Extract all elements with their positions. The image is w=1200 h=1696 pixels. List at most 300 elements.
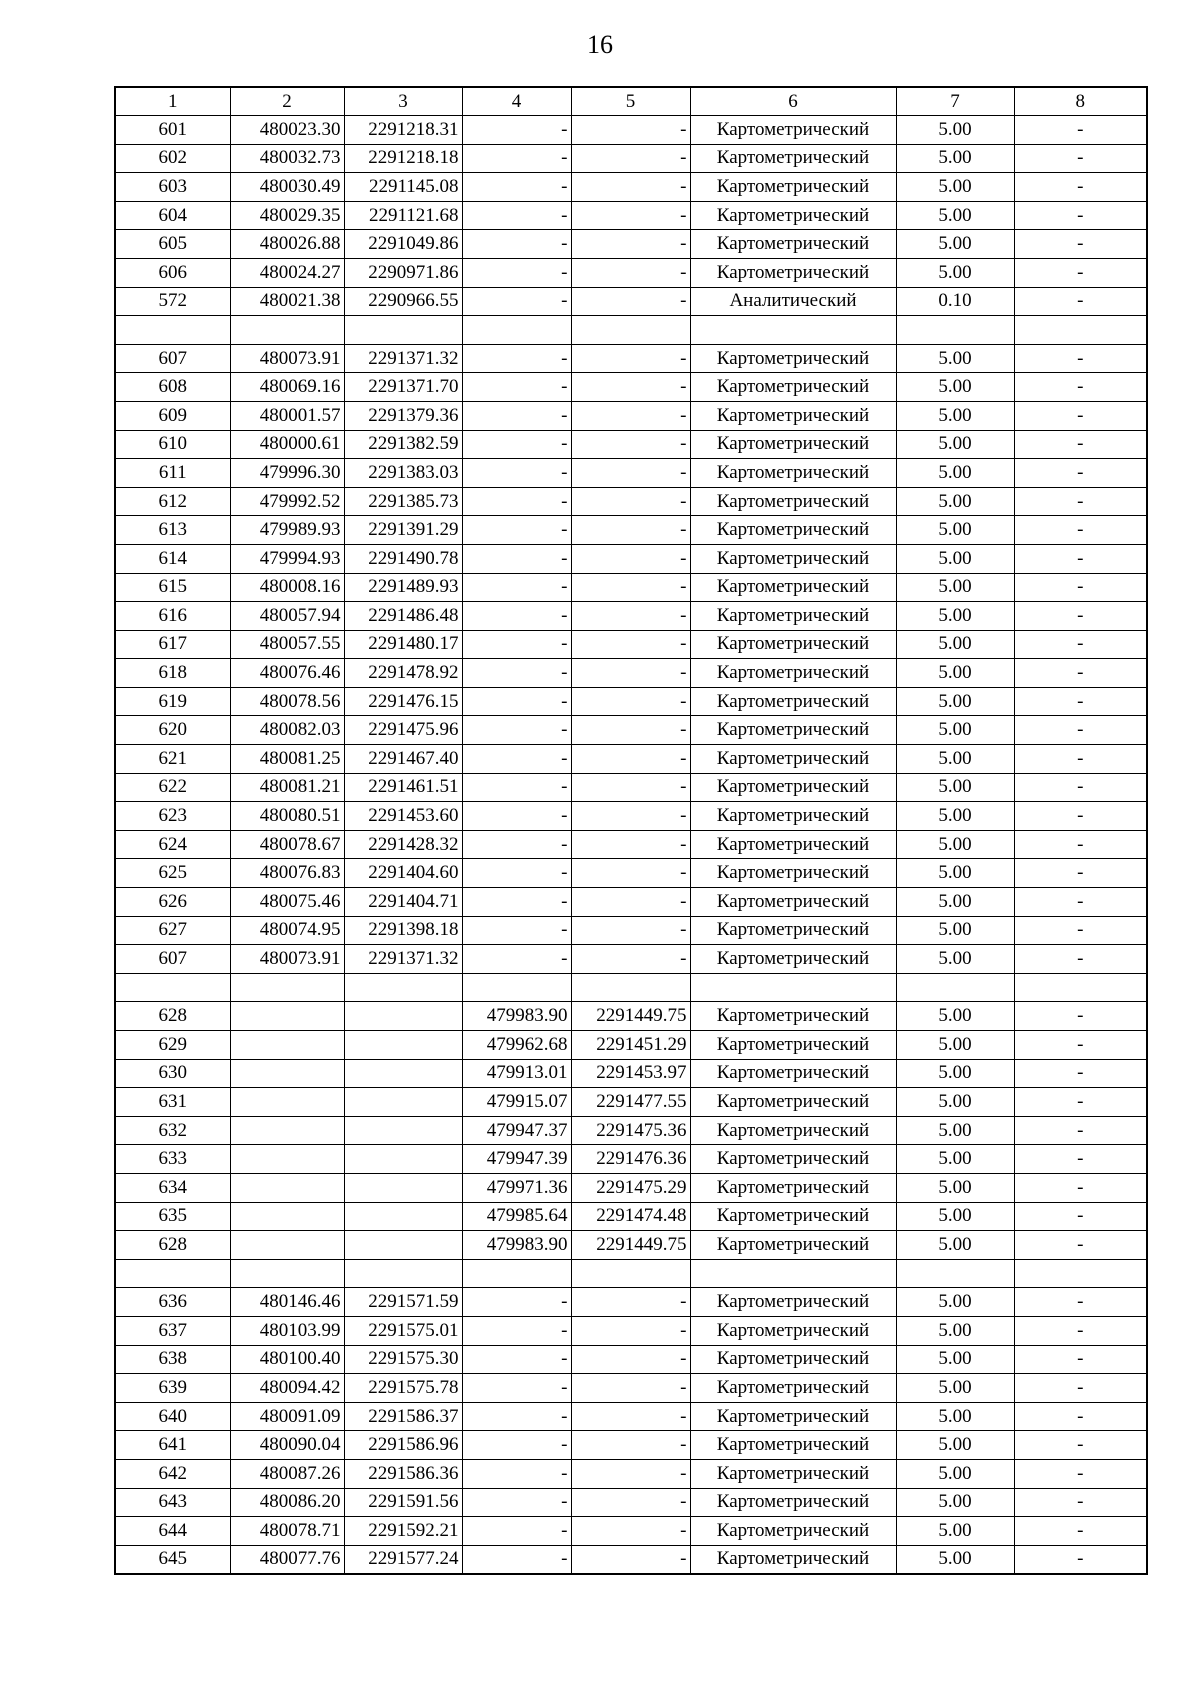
cell-method: Картометрический <box>690 544 896 573</box>
cell-method: Картометрический <box>690 888 896 917</box>
cell-point-number: 628 <box>115 1002 230 1031</box>
cell-accuracy: 5.00 <box>896 116 1014 145</box>
cell-y-coord: 2291586.37 <box>344 1402 462 1431</box>
cell-method: Картометрический <box>690 1231 896 1260</box>
cell-note: - <box>1014 1545 1147 1574</box>
cell-x-coord-alt: - <box>462 173 571 202</box>
cell-y-coord <box>344 1002 462 1031</box>
cell-x-coord-alt: - <box>462 802 571 831</box>
cell-accuracy: 5.00 <box>896 258 1014 287</box>
cell-note: - <box>1014 659 1147 688</box>
cell-note: - <box>1014 1345 1147 1374</box>
page-number: 16 <box>587 30 613 59</box>
cell-x-coord: 480074.95 <box>230 916 344 945</box>
table-row <box>115 687 1147 716</box>
cell-x-coord: 480008.16 <box>230 573 344 602</box>
cell-x-coord-alt: - <box>462 1517 571 1546</box>
cell-x-coord-alt: - <box>462 258 571 287</box>
cell-method: Картометрический <box>690 802 896 831</box>
cell-point-number: 612 <box>115 487 230 516</box>
cell-x-coord <box>230 973 344 1002</box>
table-row <box>115 802 1147 831</box>
cell-x-coord-alt: 479913.01 <box>462 1059 571 1088</box>
cell-y-coord: 2291428.32 <box>344 830 462 859</box>
cell-accuracy <box>896 1259 1014 1288</box>
cell-x-coord: 480094.42 <box>230 1374 344 1403</box>
cell-y-coord: 2291382.59 <box>344 430 462 459</box>
cell-accuracy: 5.00 <box>896 1316 1014 1345</box>
cell-y-coord: 2291586.36 <box>344 1459 462 1488</box>
cell-accuracy: 5.00 <box>896 1202 1014 1231</box>
cell-point-number: 630 <box>115 1059 230 1088</box>
cell-y-coord-alt: - <box>571 716 690 745</box>
cell-x-coord-alt: - <box>462 716 571 745</box>
cell-y-coord-alt: 2291475.36 <box>571 1116 690 1145</box>
cell-accuracy: 5.00 <box>896 859 1014 888</box>
cell-method: Картометрический <box>690 1031 896 1060</box>
cell-accuracy: 5.00 <box>896 144 1014 173</box>
cell-y-coord: 2291049.86 <box>344 230 462 259</box>
cell-x-coord-alt: 479947.39 <box>462 1145 571 1174</box>
table-row <box>115 1517 1147 1546</box>
cell-x-coord: 480091.09 <box>230 1402 344 1431</box>
cell-y-coord-alt: - <box>571 230 690 259</box>
cell-accuracy: 5.00 <box>896 1545 1014 1574</box>
cell-y-coord-alt <box>571 973 690 1002</box>
cell-x-coord: 480076.46 <box>230 659 344 688</box>
cell-note: - <box>1014 1316 1147 1345</box>
cell-x-coord <box>230 1231 344 1260</box>
cell-method <box>690 316 896 345</box>
header-cell: 6 <box>690 87 896 116</box>
cell-method: Картометрический <box>690 1374 896 1403</box>
cell-y-coord <box>344 1173 462 1202</box>
cell-note: - <box>1014 602 1147 631</box>
cell-point-number <box>115 316 230 345</box>
table-row <box>115 602 1147 631</box>
cell-y-coord: 2291383.03 <box>344 459 462 488</box>
table-row <box>115 888 1147 917</box>
cell-method: Картометрический <box>690 516 896 545</box>
cell-y-coord: 2291575.01 <box>344 1316 462 1345</box>
cell-x-coord: 480087.26 <box>230 1459 344 1488</box>
cell-x-coord: 480146.46 <box>230 1288 344 1317</box>
cell-point-number: 631 <box>115 1088 230 1117</box>
cell-y-coord-alt: - <box>571 859 690 888</box>
cell-y-coord-alt: - <box>571 173 690 202</box>
cell-note: - <box>1014 1031 1147 1060</box>
cell-x-coord-alt: - <box>462 373 571 402</box>
table-row <box>115 1116 1147 1145</box>
cell-y-coord-alt: - <box>571 1402 690 1431</box>
cell-accuracy: 5.00 <box>896 230 1014 259</box>
cell-y-coord-alt: - <box>571 1459 690 1488</box>
cell-accuracy: 5.00 <box>896 401 1014 430</box>
cell-x-coord: 480082.03 <box>230 716 344 745</box>
cell-accuracy: 5.00 <box>896 1145 1014 1174</box>
cell-note: - <box>1014 1459 1147 1488</box>
cell-note: - <box>1014 401 1147 430</box>
cell-note: - <box>1014 773 1147 802</box>
cell-y-coord-alt: - <box>571 258 690 287</box>
table-row <box>115 630 1147 659</box>
cell-accuracy: 5.00 <box>896 773 1014 802</box>
cell-x-coord-alt: - <box>462 1545 571 1574</box>
table-row <box>115 373 1147 402</box>
cell-point-number: 614 <box>115 544 230 573</box>
cell-y-coord-alt: - <box>571 144 690 173</box>
cell-method: Картометрический <box>690 344 896 373</box>
cell-note: - <box>1014 859 1147 888</box>
cell-note: - <box>1014 459 1147 488</box>
cell-point-number: 602 <box>115 144 230 173</box>
cell-point-number: 640 <box>115 1402 230 1431</box>
cell-x-coord: 479989.93 <box>230 516 344 545</box>
cell-y-coord-alt: - <box>571 1488 690 1517</box>
cell-y-coord-alt: - <box>571 116 690 145</box>
cell-accuracy: 5.00 <box>896 630 1014 659</box>
cell-x-coord: 479996.30 <box>230 459 344 488</box>
cell-method: Картометрический <box>690 401 896 430</box>
cell-method: Картометрический <box>690 659 896 688</box>
cell-method: Картометрический <box>690 1145 896 1174</box>
cell-x-coord: 480076.83 <box>230 859 344 888</box>
cell-x-coord <box>230 1202 344 1231</box>
table-row <box>115 116 1147 145</box>
cell-accuracy: 5.00 <box>896 1488 1014 1517</box>
cell-method: Картометрический <box>690 1173 896 1202</box>
cell-y-coord: 2290971.86 <box>344 258 462 287</box>
cell-y-coord: 2291453.60 <box>344 802 462 831</box>
cell-note: - <box>1014 1173 1147 1202</box>
cell-x-coord: 480075.46 <box>230 888 344 917</box>
table-row <box>115 258 1147 287</box>
cell-y-coord <box>344 1116 462 1145</box>
cell-method: Картометрический <box>690 116 896 145</box>
cell-x-coord-alt: 479983.90 <box>462 1002 571 1031</box>
cell-x-coord: 480103.99 <box>230 1316 344 1345</box>
table-row <box>115 1402 1147 1431</box>
cell-method: Картометрический <box>690 859 896 888</box>
cell-x-coord-alt: - <box>462 487 571 516</box>
cell-accuracy: 5.00 <box>896 487 1014 516</box>
cell-y-coord: 2291575.30 <box>344 1345 462 1374</box>
cell-point-number <box>115 973 230 1002</box>
cell-y-coord-alt: - <box>571 401 690 430</box>
cell-x-coord: 480078.56 <box>230 687 344 716</box>
table-row <box>115 173 1147 202</box>
cell-accuracy: 5.00 <box>896 802 1014 831</box>
cell-x-coord-alt: - <box>462 1402 571 1431</box>
cell-point-number: 639 <box>115 1374 230 1403</box>
cell-x-coord: 480000.61 <box>230 430 344 459</box>
cell-point-number: 618 <box>115 659 230 688</box>
cell-y-coord <box>344 1059 462 1088</box>
cell-point-number: 617 <box>115 630 230 659</box>
table-row <box>115 1145 1147 1174</box>
cell-point-number: 633 <box>115 1145 230 1174</box>
header-cell: 1 <box>115 87 230 116</box>
table-row <box>115 1202 1147 1231</box>
table-row <box>115 773 1147 802</box>
cell-point-number: 607 <box>115 344 230 373</box>
cell-accuracy: 5.00 <box>896 1459 1014 1488</box>
cell-x-coord-alt: 479947.37 <box>462 1116 571 1145</box>
cell-point-number: 615 <box>115 573 230 602</box>
cell-y-coord: 2291398.18 <box>344 916 462 945</box>
cell-accuracy: 5.00 <box>896 659 1014 688</box>
table-row <box>115 1431 1147 1460</box>
cell-point-number: 627 <box>115 916 230 945</box>
cell-y-coord: 2291475.96 <box>344 716 462 745</box>
cell-accuracy: 5.00 <box>896 888 1014 917</box>
cell-y-coord <box>344 1088 462 1117</box>
cell-y-coord-alt: 2291451.29 <box>571 1031 690 1060</box>
cell-y-coord-alt: - <box>571 459 690 488</box>
cell-x-coord-alt: - <box>462 401 571 430</box>
cell-note: - <box>1014 1488 1147 1517</box>
cell-method: Картометрический <box>690 373 896 402</box>
cell-accuracy: 5.00 <box>896 544 1014 573</box>
cell-point-number: 636 <box>115 1288 230 1317</box>
cell-x-coord-alt: - <box>462 1288 571 1317</box>
cell-y-coord-alt: - <box>571 201 690 230</box>
cell-note: - <box>1014 916 1147 945</box>
cell-method: Картометрический <box>690 1088 896 1117</box>
cell-y-coord-alt: 2291453.97 <box>571 1059 690 1088</box>
cell-x-coord-alt: - <box>462 1459 571 1488</box>
cell-method: Картометрический <box>690 1059 896 1088</box>
cell-note: - <box>1014 516 1147 545</box>
cell-y-coord-alt: - <box>571 745 690 774</box>
cell-y-coord-alt: - <box>571 573 690 602</box>
cell-note: - <box>1014 116 1147 145</box>
cell-y-coord: 2291121.68 <box>344 201 462 230</box>
cell-y-coord: 2291404.60 <box>344 859 462 888</box>
cell-x-coord: 480001.57 <box>230 401 344 430</box>
cell-x-coord: 480024.27 <box>230 258 344 287</box>
cell-note: - <box>1014 1059 1147 1088</box>
table-row <box>115 573 1147 602</box>
cell-y-coord: 2291371.32 <box>344 945 462 974</box>
table-row <box>115 1545 1147 1574</box>
cell-x-coord-alt <box>462 1259 571 1288</box>
cell-x-coord <box>230 1088 344 1117</box>
table-row <box>115 716 1147 745</box>
table-row <box>115 945 1147 974</box>
cell-y-coord-alt: - <box>571 830 690 859</box>
cell-accuracy: 5.00 <box>896 173 1014 202</box>
cell-note: - <box>1014 1431 1147 1460</box>
cell-x-coord: 480073.91 <box>230 945 344 974</box>
cell-method: Картометрический <box>690 1545 896 1574</box>
cell-y-coord: 2291218.18 <box>344 144 462 173</box>
cell-method: Картометрический <box>690 230 896 259</box>
table-row <box>115 859 1147 888</box>
table-row <box>115 1259 1147 1288</box>
cell-x-coord-alt: - <box>462 830 571 859</box>
cell-x-coord-alt <box>462 973 571 1002</box>
cell-y-coord: 2291478.92 <box>344 659 462 688</box>
cell-y-coord: 2291486.48 <box>344 602 462 631</box>
cell-x-coord: 479992.52 <box>230 487 344 516</box>
cell-point-number: 632 <box>115 1116 230 1145</box>
cell-method: Картометрический <box>690 201 896 230</box>
table-header-row <box>115 87 1147 116</box>
cell-y-coord: 2291476.15 <box>344 687 462 716</box>
cell-y-coord: 2291404.71 <box>344 888 462 917</box>
cell-x-coord <box>230 1002 344 1031</box>
table-row <box>115 1088 1147 1117</box>
cell-accuracy: 5.00 <box>896 373 1014 402</box>
table-row <box>115 544 1147 573</box>
cell-x-coord-alt: - <box>462 116 571 145</box>
cell-note <box>1014 1259 1147 1288</box>
cell-x-coord: 480078.71 <box>230 1517 344 1546</box>
cell-x-coord-alt: 479983.90 <box>462 1231 571 1260</box>
cell-method <box>690 973 896 1002</box>
cell-x-coord: 480057.55 <box>230 630 344 659</box>
cell-point-number: 572 <box>115 287 230 316</box>
cell-y-coord: 2291586.96 <box>344 1431 462 1460</box>
cell-y-coord <box>344 1202 462 1231</box>
cell-x-coord-alt: - <box>462 916 571 945</box>
cell-accuracy: 5.00 <box>896 687 1014 716</box>
cell-method: Картометрический <box>690 1402 896 1431</box>
cell-method: Картометрический <box>690 430 896 459</box>
cell-accuracy: 5.00 <box>896 916 1014 945</box>
cell-x-coord-alt: - <box>462 602 571 631</box>
cell-x-coord-alt: - <box>462 1345 571 1374</box>
cell-point-number: 641 <box>115 1431 230 1460</box>
cell-accuracy: 5.00 <box>896 716 1014 745</box>
table-row <box>115 973 1147 1002</box>
cell-accuracy: 5.00 <box>896 1345 1014 1374</box>
cell-method: Картометрический <box>690 1116 896 1145</box>
cell-method: Картометрический <box>690 716 896 745</box>
cell-y-coord-alt: - <box>571 1288 690 1317</box>
cell-accuracy: 5.00 <box>896 1116 1014 1145</box>
table-row <box>115 1459 1147 1488</box>
cell-y-coord-alt: - <box>571 630 690 659</box>
cell-method: Картометрический <box>690 1431 896 1460</box>
cell-y-coord-alt: - <box>571 287 690 316</box>
cell-x-coord: 480100.40 <box>230 1345 344 1374</box>
cell-y-coord-alt: - <box>571 487 690 516</box>
cell-note: - <box>1014 544 1147 573</box>
cell-x-coord: 480080.51 <box>230 802 344 831</box>
cell-x-coord-alt: - <box>462 430 571 459</box>
cell-method: Картометрический <box>690 602 896 631</box>
cell-accuracy <box>896 973 1014 1002</box>
cell-y-coord: 2291575.78 <box>344 1374 462 1403</box>
cell-x-coord-alt: - <box>462 945 571 974</box>
table-row <box>115 1488 1147 1517</box>
cell-x-coord <box>230 1173 344 1202</box>
cell-x-coord: 480078.67 <box>230 830 344 859</box>
header-cell: 2 <box>230 87 344 116</box>
cell-point-number: 613 <box>115 516 230 545</box>
cell-note: - <box>1014 344 1147 373</box>
cell-x-coord-alt: - <box>462 745 571 774</box>
cell-method: Картометрический <box>690 1202 896 1231</box>
cell-y-coord-alt: - <box>571 430 690 459</box>
cell-note: - <box>1014 716 1147 745</box>
cell-y-coord-alt: 2291475.29 <box>571 1173 690 1202</box>
cell-note: - <box>1014 830 1147 859</box>
cell-point-number: 603 <box>115 173 230 202</box>
cell-y-coord-alt: - <box>571 1517 690 1546</box>
cell-x-coord-alt <box>462 316 571 345</box>
header-cell: 7 <box>896 87 1014 116</box>
cell-note: - <box>1014 430 1147 459</box>
cell-x-coord-alt: - <box>462 888 571 917</box>
cell-point-number: 642 <box>115 1459 230 1488</box>
cell-point-number: 609 <box>115 401 230 430</box>
cell-point-number: 616 <box>115 602 230 631</box>
table-row <box>115 1374 1147 1403</box>
cell-note <box>1014 316 1147 345</box>
cell-x-coord <box>230 316 344 345</box>
cell-point-number: 610 <box>115 430 230 459</box>
cell-x-coord-alt: - <box>462 687 571 716</box>
cell-accuracy: 5.00 <box>896 459 1014 488</box>
table-row <box>115 1031 1147 1060</box>
cell-method: Картометрический <box>690 1288 896 1317</box>
cell-method: Картометрический <box>690 945 896 974</box>
cell-x-coord <box>230 1259 344 1288</box>
cell-y-coord: 2291385.73 <box>344 487 462 516</box>
cell-y-coord-alt: - <box>571 687 690 716</box>
table-row <box>115 401 1147 430</box>
cell-y-coord-alt: - <box>571 659 690 688</box>
cell-accuracy: 5.00 <box>896 344 1014 373</box>
cell-y-coord: 2291591.56 <box>344 1488 462 1517</box>
table-row <box>115 459 1147 488</box>
cell-y-coord-alt: - <box>571 888 690 917</box>
cell-point-number: 629 <box>115 1031 230 1060</box>
table-row <box>115 1059 1147 1088</box>
cell-method: Картометрический <box>690 487 896 516</box>
table-row <box>115 201 1147 230</box>
cell-point-number: 605 <box>115 230 230 259</box>
cell-point-number <box>115 1259 230 1288</box>
cell-y-coord-alt: 2291477.55 <box>571 1088 690 1117</box>
cell-note: - <box>1014 573 1147 602</box>
cell-note: - <box>1014 1374 1147 1403</box>
table-row <box>115 830 1147 859</box>
cell-y-coord-alt: - <box>571 945 690 974</box>
cell-point-number: 621 <box>115 745 230 774</box>
cell-y-coord: 2291490.78 <box>344 544 462 573</box>
cell-x-coord <box>230 1145 344 1174</box>
cell-y-coord: 2291145.08 <box>344 173 462 202</box>
cell-y-coord: 2290966.55 <box>344 287 462 316</box>
cell-x-coord-alt: 479915.07 <box>462 1088 571 1117</box>
cell-note: - <box>1014 1517 1147 1546</box>
cell-accuracy: 5.00 <box>896 1002 1014 1031</box>
cell-note: - <box>1014 287 1147 316</box>
cell-x-coord-alt: - <box>462 659 571 688</box>
cell-note: - <box>1014 230 1147 259</box>
cell-y-coord-alt: - <box>571 602 690 631</box>
table-row <box>115 659 1147 688</box>
header-cell: 8 <box>1014 87 1147 116</box>
cell-x-coord-alt: - <box>462 287 571 316</box>
cell-x-coord <box>230 1031 344 1060</box>
cell-x-coord-alt: 479985.64 <box>462 1202 571 1231</box>
cell-method: Картометрический <box>690 1459 896 1488</box>
